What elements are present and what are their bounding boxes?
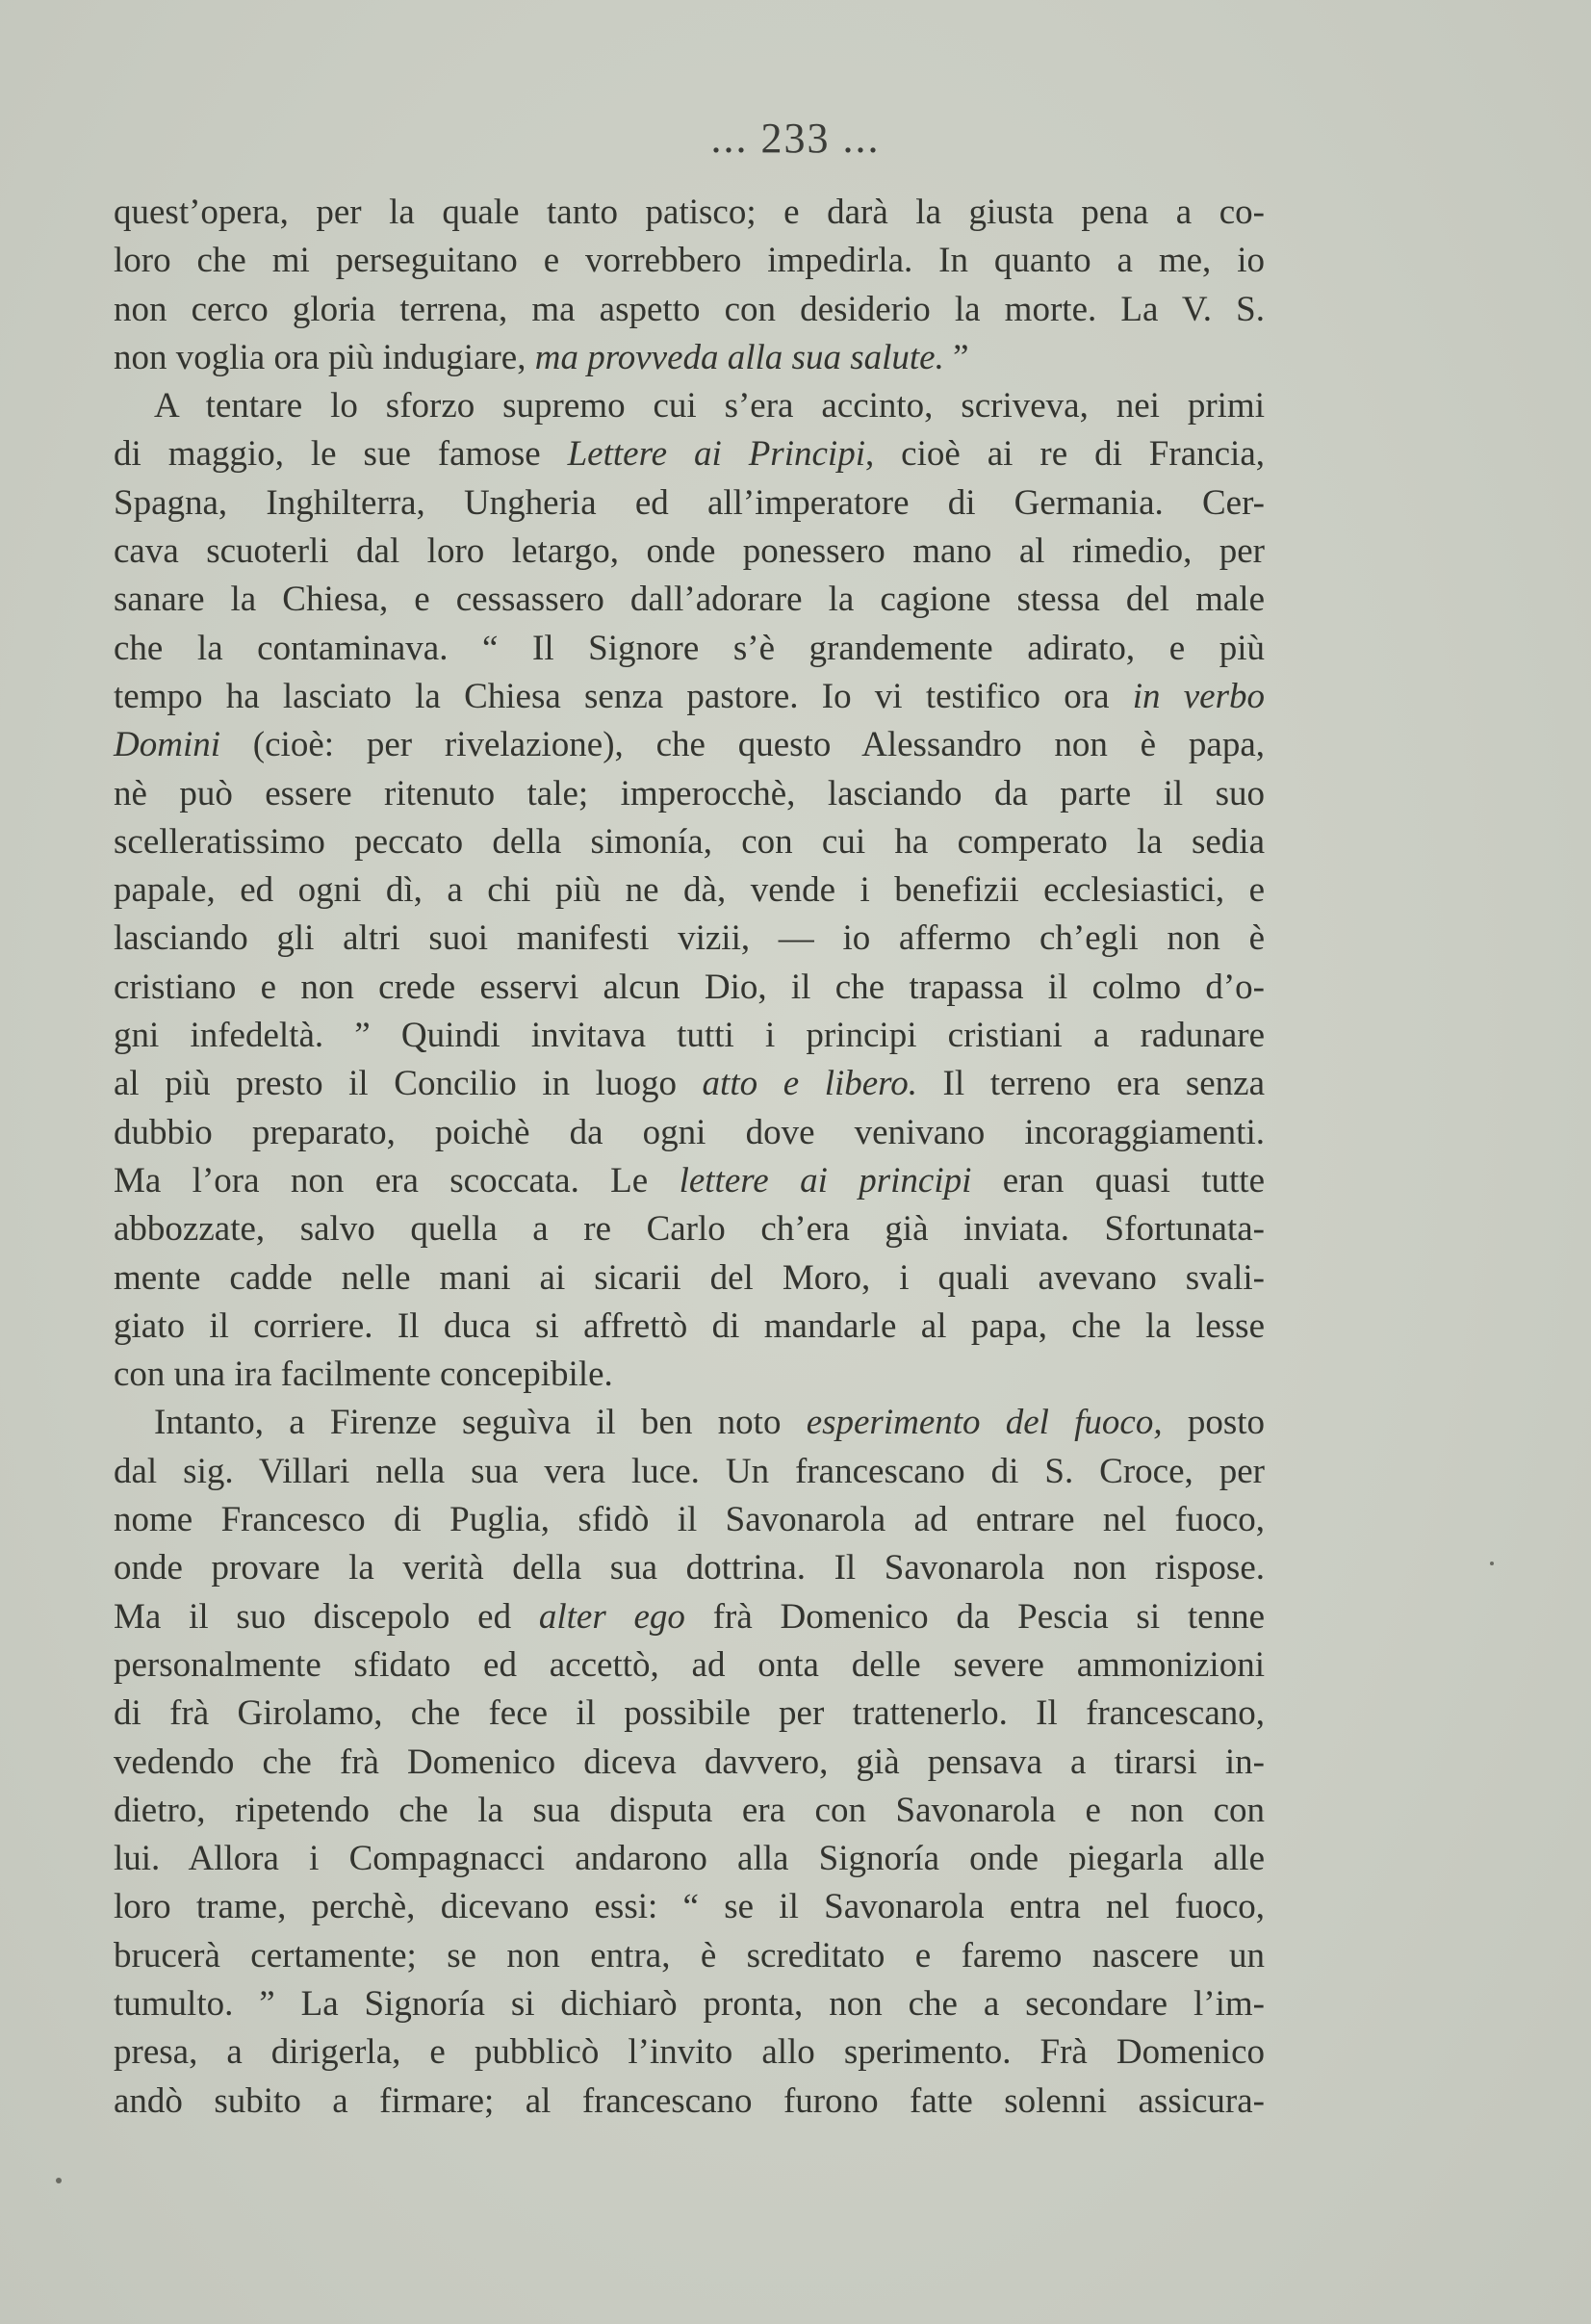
text-line (114, 286, 1265, 334)
text-line (114, 237, 1265, 285)
text-line (114, 528, 1265, 576)
text-line (114, 1593, 1265, 1641)
text-run: lui. Allora i Compagnacci andarono alla Signoría onde piegarla alle (114, 1839, 1265, 1879)
text-line (114, 1787, 1265, 1835)
text-run: tempo ha lasciato la Chiesa senza pastore. Io vi testifico ora (114, 676, 1133, 716)
text-run: vedendo che frà Domenico diceva davvero, già pensava a tirarsi in- (114, 1742, 1265, 1782)
italic-text: Domini (114, 725, 220, 765)
text-run: lasciando gli altri suoi manifesti vizii, — io affermo ch’egli non è (114, 918, 1265, 959)
text-run: sanare la Chiesa, e cessassero dall’adorare la cagione stessa del male (114, 580, 1265, 620)
text-run: cava scuoterli dal loro letargo, onde ponessero mano al rimedio, per (114, 531, 1265, 572)
text-run: onde provare la verità della sua dottrina. Il Savonarola non rispose. (114, 1548, 1265, 1588)
text-line (114, 189, 1265, 237)
text-line (114, 1496, 1265, 1544)
text-run: Spagna, Inghilterra, Ungheria ed all’imperatore di Germania. Cer- (114, 482, 1265, 523)
text-line (114, 430, 1265, 478)
text-line (114, 576, 1265, 624)
text-run: scelleratissimo peccato della simonía, con cui ha comperato la sedia (114, 821, 1265, 862)
text-run: gni infedeltà. ” Quindi invitava tutti i principi cristiani a radunare (114, 1016, 1265, 1056)
italic-text: Lettere ai Principi (567, 434, 865, 475)
text-run: che la contaminava. “ Il Signore s’è grandemente adirato, e più (114, 628, 1265, 668)
text-run: Ma l’ora non era scoccata. Le (114, 1160, 680, 1201)
text-run: dietro, ripetendo che la sua disputa era con Savonarola e non con (114, 1790, 1265, 1830)
text-line (114, 2028, 1265, 2077)
paper-speck (56, 2178, 62, 2183)
text-run: posto (1162, 1403, 1265, 1443)
text-line (114, 964, 1265, 1012)
text-run: A tentare lo sforzo supremo cui s’era accinto, scriveva, nei primi (154, 386, 1265, 426)
text-run: andò subito a firmare; al francescano furono fatte solenni assicura- (114, 2080, 1265, 2121)
text-run: al più presto il Concilio in luogo (114, 1064, 703, 1104)
text-run: (cioè: per rivelazione), che questo Alessandro non è papa, (220, 725, 1265, 765)
text-line (114, 1932, 1265, 1980)
text-line (114, 1012, 1265, 1060)
text-line (114, 625, 1265, 673)
text-line (114, 1641, 1265, 1690)
text-line (114, 818, 1265, 866)
text-run: abbozzate, salvo quella a re Carlo ch’era già inviata. Sfortunata- (114, 1209, 1265, 1250)
text-line (114, 770, 1265, 818)
text-line (114, 382, 1265, 430)
italic-text: esperimento del fuoco, (806, 1403, 1163, 1443)
text-run: di frà Girolamo, che fece il possibile per trattenerlo. Il francescano, (114, 1693, 1265, 1734)
text-run: eran quasi tutte (971, 1160, 1266, 1201)
text-run: tumulto. ” La Signoría si dichiarò pronta, non che a secondare l’im- (114, 1983, 1265, 2024)
text-line (114, 866, 1265, 915)
text-line (114, 1690, 1265, 1738)
text-line (114, 1157, 1265, 1205)
text-line (114, 1303, 1265, 1351)
text-line (114, 915, 1265, 963)
text-run: nè può essere ritenuto tale; imperocchè, lasciando da parte il suo (114, 773, 1265, 813)
text-run: frà Domenico da Pescia si tenne (684, 1596, 1265, 1637)
text-line (114, 2078, 1265, 2126)
text-run: , cioè ai re di Francia, (864, 434, 1266, 475)
page-number: ... 233 ... (710, 115, 881, 162)
text-run: loro che mi perseguitano e vorrebbero impedirla. In quanto a me, io (114, 241, 1265, 281)
text-run: mente cadde nelle mani ai sicarii del Moro, i quali avevano svali- (114, 1257, 1265, 1298)
text-run: papale, ed ogni dì, a chi più ne dà, vende i benefizii ecclesiastici, e (114, 870, 1265, 911)
text-line (114, 673, 1265, 721)
body-text (114, 189, 1265, 2126)
italic-text: atto e libero. (702, 1064, 917, 1104)
text-line (114, 1980, 1265, 2028)
text-line (114, 1205, 1265, 1253)
text-line (114, 1544, 1265, 1592)
text-line (114, 1739, 1265, 1787)
text-line (114, 1254, 1265, 1303)
text-run: brucerà certamente; se non entra, è screditato e faremo nascere un (114, 1935, 1265, 1975)
text-line (114, 1351, 1265, 1399)
text-run: presa, a dirigerla, e pubblicò l’invito allo sperimento. Frà Domenico (114, 2032, 1265, 2073)
text-line (114, 721, 1265, 769)
text-run: nome Francesco di Puglia, sfidò il Savonarola ad entrare nel fuoco, (114, 1500, 1265, 1540)
italic-text: ma provveda alla sua salute. (534, 337, 944, 377)
text-run: dal sig. Villari nella sua vera luce. Un francescano di S. Croce, per (114, 1451, 1265, 1491)
text-line (114, 1399, 1265, 1447)
text-run: dubbio preparato, poichè da ogni dove venivano incoraggiamenti. (114, 1112, 1265, 1152)
text-run: di maggio, le sue famose (114, 434, 568, 475)
text-line (114, 1883, 1265, 1931)
text-run: personalmente sfidato ed accettò, ad onta delle severe ammonizioni (114, 1644, 1265, 1685)
text-line (114, 479, 1265, 528)
text-run: non voglia ora più indugiare, (114, 337, 535, 377)
text-line (114, 1448, 1265, 1496)
text-run: Ma il suo discepolo ed (114, 1596, 539, 1637)
italic-text: alter ego (538, 1596, 685, 1637)
text-run: giato il corriere. Il duca si affrettò di mandarle al papa, che la lesse (114, 1305, 1265, 1346)
text-line (114, 1060, 1265, 1108)
text-line (114, 1835, 1265, 1883)
text-run: ” (943, 337, 969, 377)
text-run: Il terreno era senza (916, 1064, 1265, 1104)
italic-text: in verbo (1132, 676, 1265, 716)
text-run: non cerco gloria terrena, ma aspetto con desiderio la morte. La V. S. (114, 289, 1265, 329)
text-run: Intanto, a Firenze seguìva il ben noto (154, 1403, 807, 1443)
text-run: con una ira facilmente concepibile. (114, 1355, 613, 1395)
text-line (114, 1109, 1265, 1157)
italic-text: lettere ai principi (679, 1160, 972, 1201)
paper-speck (1490, 1562, 1494, 1565)
text-run: cristiano e non crede esservi alcun Dio, il che trapassa il colmo d’o- (114, 967, 1265, 1007)
text-run: quest’opera, per la quale tanto patisco; e darà la giusta pena a co- (114, 193, 1265, 232)
text-run: loro trame, perchè, dicevano essi: “ se il Savonarola entra nel fuoco, (114, 1887, 1265, 1927)
text-line (114, 334, 1265, 382)
